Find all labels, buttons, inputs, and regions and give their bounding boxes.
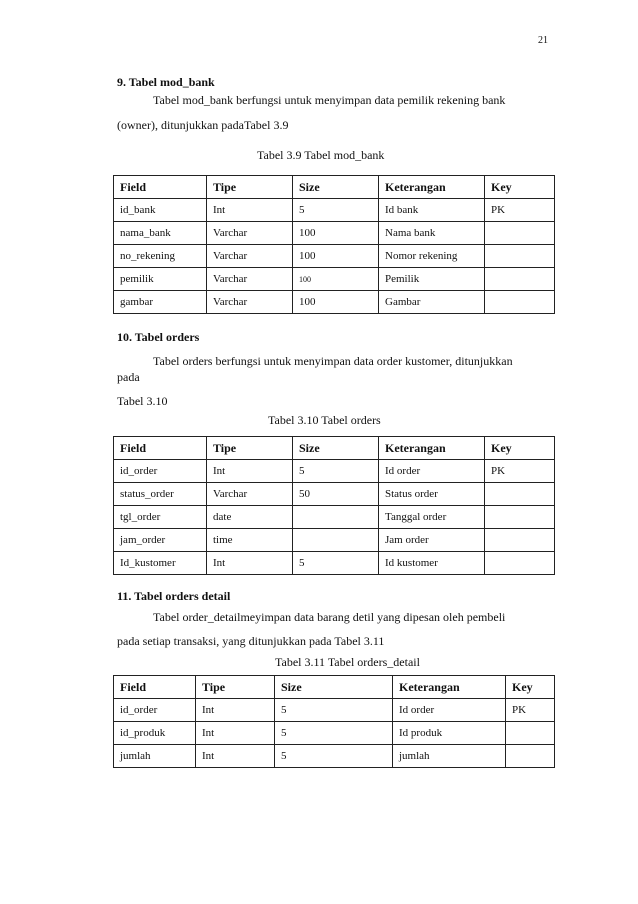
col-header: Tipe: [196, 676, 275, 699]
table-cell: [506, 745, 555, 768]
table-cell: Id kustomer: [379, 552, 485, 575]
table-cell: [485, 529, 555, 552]
col-header: Tipe: [207, 176, 293, 199]
table-cell: jumlah: [393, 745, 506, 768]
table-cell: pemilik: [114, 268, 207, 291]
table-cell: [485, 483, 555, 506]
paragraph-line: Tabel order_detailmeyimpan data barang detil yang dipesan oleh pembeli: [153, 610, 506, 624]
table-cell: nama_bank: [114, 222, 207, 245]
table-cell: 5: [293, 460, 379, 483]
table-cell: tgl_order: [114, 506, 207, 529]
table-header-row: [114, 176, 555, 199]
table-cell: Id bank: [379, 199, 485, 222]
table-cell: [506, 722, 555, 745]
table-cell: [485, 245, 555, 268]
table-cell: Int: [207, 552, 293, 575]
table-cell: Gambar: [379, 291, 485, 314]
table-orders-detail: [113, 675, 555, 768]
table-cell: Varchar: [207, 245, 293, 268]
table-row: [114, 745, 555, 768]
table-cell: id_order: [114, 699, 196, 722]
table-cell: [293, 506, 379, 529]
col-header: Tipe: [207, 437, 293, 460]
col-header: Key: [485, 176, 555, 199]
table-cell: Nama bank: [379, 222, 485, 245]
paragraph-line: (owner), ditunjukkan padaTabel 3.9: [117, 118, 289, 132]
col-header: Key: [506, 676, 555, 699]
page-number: 21: [538, 35, 548, 46]
col-header: Field: [114, 176, 207, 199]
table-cell: 5: [275, 722, 393, 745]
table-cell: Id order: [379, 460, 485, 483]
table-cell: date: [207, 506, 293, 529]
table-cell: [485, 222, 555, 245]
table-orders: [113, 436, 555, 575]
table-cell: id_order: [114, 460, 207, 483]
table-cell: id_bank: [114, 199, 207, 222]
col-header: Keterangan: [379, 176, 485, 199]
table-row: [114, 529, 555, 552]
table-cell: 100: [293, 268, 379, 291]
table-row: [114, 460, 555, 483]
table-cell: no_rekening: [114, 245, 207, 268]
table-cell: Pemilik: [379, 268, 485, 291]
table-cell: 5: [293, 552, 379, 575]
table-cell: Int: [207, 199, 293, 222]
col-header: Key: [485, 437, 555, 460]
table-row: [114, 268, 555, 291]
table-row: [114, 552, 555, 575]
table-cell: 5: [275, 699, 393, 722]
table-cell: Varchar: [207, 291, 293, 314]
col-header: Size: [293, 437, 379, 460]
table-header-row: [114, 676, 555, 699]
col-header: Keterangan: [379, 437, 485, 460]
table-mod-bank: [113, 175, 555, 314]
table-cell: Varchar: [207, 483, 293, 506]
table-cell: [485, 552, 555, 575]
table-cell: Id_kustomer: [114, 552, 207, 575]
table-cell: Int: [207, 460, 293, 483]
table-caption: Tabel 3.11 Tabel orders_detail: [275, 655, 420, 669]
col-header: Field: [114, 437, 207, 460]
table-cell: [485, 291, 555, 314]
table-row: [114, 199, 555, 222]
table-cell: [485, 506, 555, 529]
table-cell: [485, 268, 555, 291]
section-heading-mod-bank: 9. Tabel mod_bank: [117, 75, 215, 89]
table-cell: jam_order: [114, 529, 207, 552]
table-cell: Varchar: [207, 268, 293, 291]
table-row: [114, 699, 555, 722]
table-cell: Varchar: [207, 222, 293, 245]
table-cell: PK: [485, 460, 555, 483]
table-cell: 100: [293, 222, 379, 245]
table-cell: Nomor rekening: [379, 245, 485, 268]
table-row: [114, 483, 555, 506]
table-caption: Tabel 3.9 Tabel mod_bank: [257, 148, 385, 162]
table-cell: Id order: [393, 699, 506, 722]
table-cell: 50: [293, 483, 379, 506]
table-caption: Tabel 3.10 Tabel orders: [268, 413, 381, 427]
paragraph-line: pada: [117, 370, 140, 384]
table-cell: [293, 529, 379, 552]
table-cell: jumlah: [114, 745, 196, 768]
paragraph-line: Tabel 3.10: [117, 394, 168, 408]
table-cell: PK: [506, 699, 555, 722]
col-header: Size: [275, 676, 393, 699]
col-header: Size: [293, 176, 379, 199]
table-row: [114, 506, 555, 529]
table-cell: 100: [293, 245, 379, 268]
table-row: [114, 222, 555, 245]
table-cell: 5: [293, 199, 379, 222]
table-cell: PK: [485, 199, 555, 222]
table-cell: 5: [275, 745, 393, 768]
table-cell: Int: [196, 699, 275, 722]
table-header-row: [114, 437, 555, 460]
table-cell: Status order: [379, 483, 485, 506]
section-heading-orders: 10. Tabel orders: [117, 330, 200, 344]
table-cell: status_order: [114, 483, 207, 506]
table-cell: gambar: [114, 291, 207, 314]
table-cell: Int: [196, 722, 275, 745]
paragraph-line: pada setiap transaksi, yang ditunjukkan pada Tabel 3.11: [117, 634, 385, 648]
col-header: Keterangan: [393, 676, 506, 699]
table-cell: Tanggal order: [379, 506, 485, 529]
table-row: [114, 722, 555, 745]
table-row: [114, 291, 555, 314]
paragraph-line: Tabel orders berfungsi untuk menyimpan data order kustomer, ditunjukkan: [153, 354, 513, 368]
section-heading-orders-detail: 11. Tabel orders detail: [117, 589, 231, 603]
table-cell: time: [207, 529, 293, 552]
col-header: Field: [114, 676, 196, 699]
table-cell: Jam order: [379, 529, 485, 552]
paragraph-line: Tabel mod_bank berfungsi untuk menyimpan data pemilik rekening bank: [153, 93, 506, 107]
table-row: [114, 245, 555, 268]
table-cell: Id produk: [393, 722, 506, 745]
table-cell: 100: [293, 291, 379, 314]
table-cell: Int: [196, 745, 275, 768]
table-cell: id_produk: [114, 722, 196, 745]
